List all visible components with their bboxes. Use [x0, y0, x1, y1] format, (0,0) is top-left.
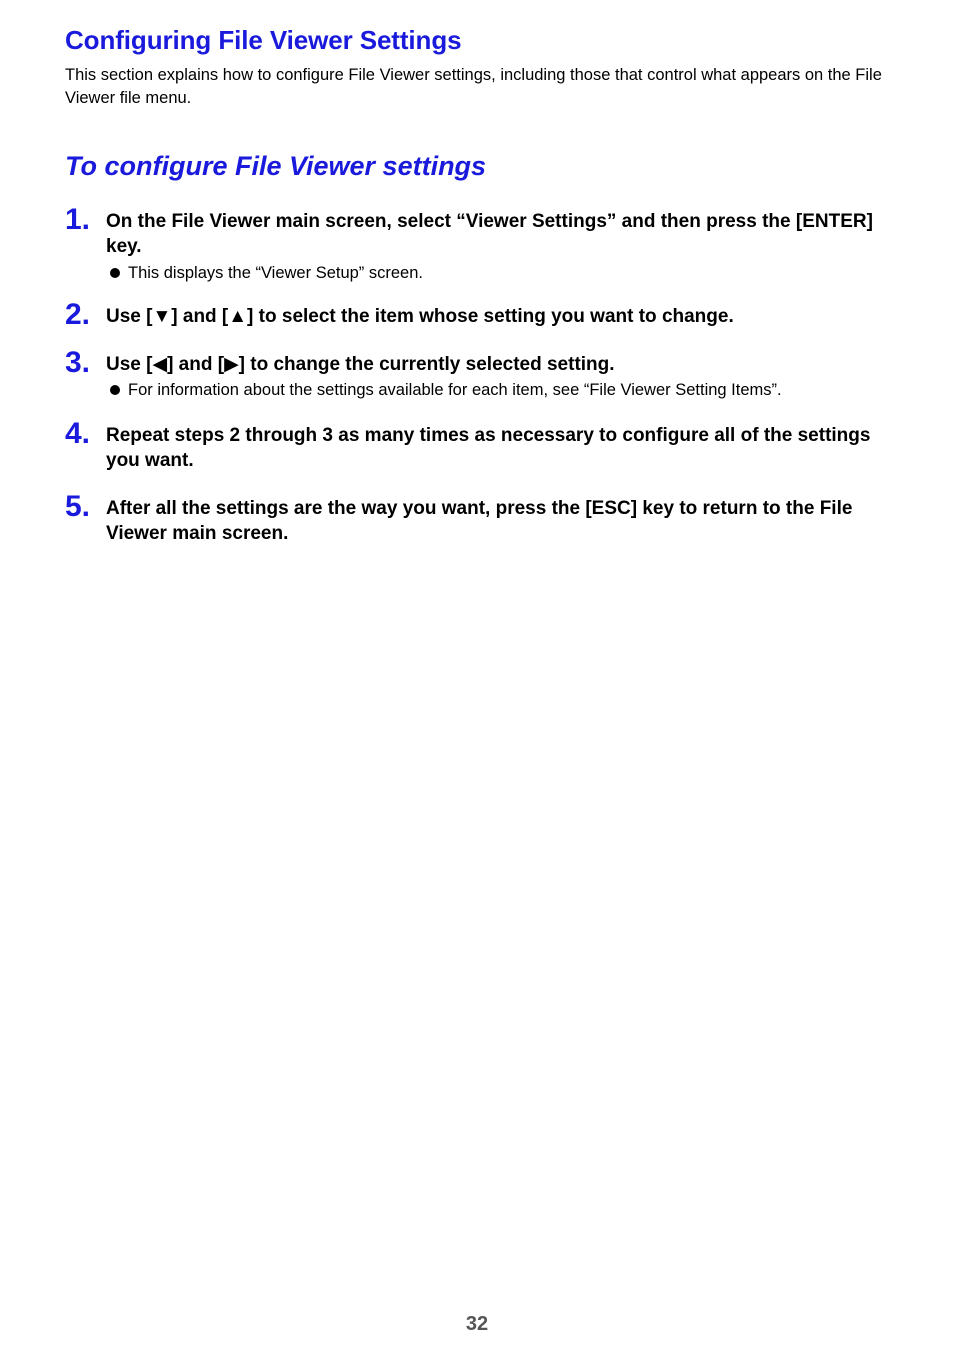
step-note — [110, 262, 913, 284]
step-number: 4. — [65, 417, 91, 450]
step-number: 2. — [65, 298, 91, 331]
step-number: 1. — [65, 203, 91, 236]
bullet-icon — [110, 268, 120, 278]
bullet-icon — [110, 385, 120, 395]
step-instruction: On the File Viewer main screen, select “Viewer Settings” and then press the [ENTER] key. — [106, 211, 873, 257]
step-note-text: For information about the settings available for each item, see “File Viewer Setting Items”. — [128, 381, 782, 399]
section-title: Configuring File Viewer Settings — [65, 25, 462, 55]
step-instruction: Repeat steps 2 through 3 as many times as necessary to configure all of the settings you want. — [106, 425, 871, 471]
step-number: 5. — [65, 490, 91, 523]
step-instruction: Use [▼] and [▲] to select the item whose setting you want to change. — [106, 306, 734, 327]
step-number: 3. — [65, 346, 91, 379]
procedure-title: To configure File Viewer settings — [65, 151, 487, 181]
step-note — [110, 379, 913, 401]
step-instruction: Use [◀] and [▶] to change the currently selected setting. — [106, 354, 615, 375]
page-number: 32 — [465, 1313, 489, 1335]
section-intro: This section explains how to configure File Viewer settings, including those that control what appears on the File Viewer file menu. — [65, 66, 882, 107]
step-instruction: After all the settings are the way you want, press the [ESC] key to return to the File Viewer main screen. — [106, 498, 853, 544]
step-note-text: This displays the “Viewer Setup” screen. — [128, 264, 423, 282]
